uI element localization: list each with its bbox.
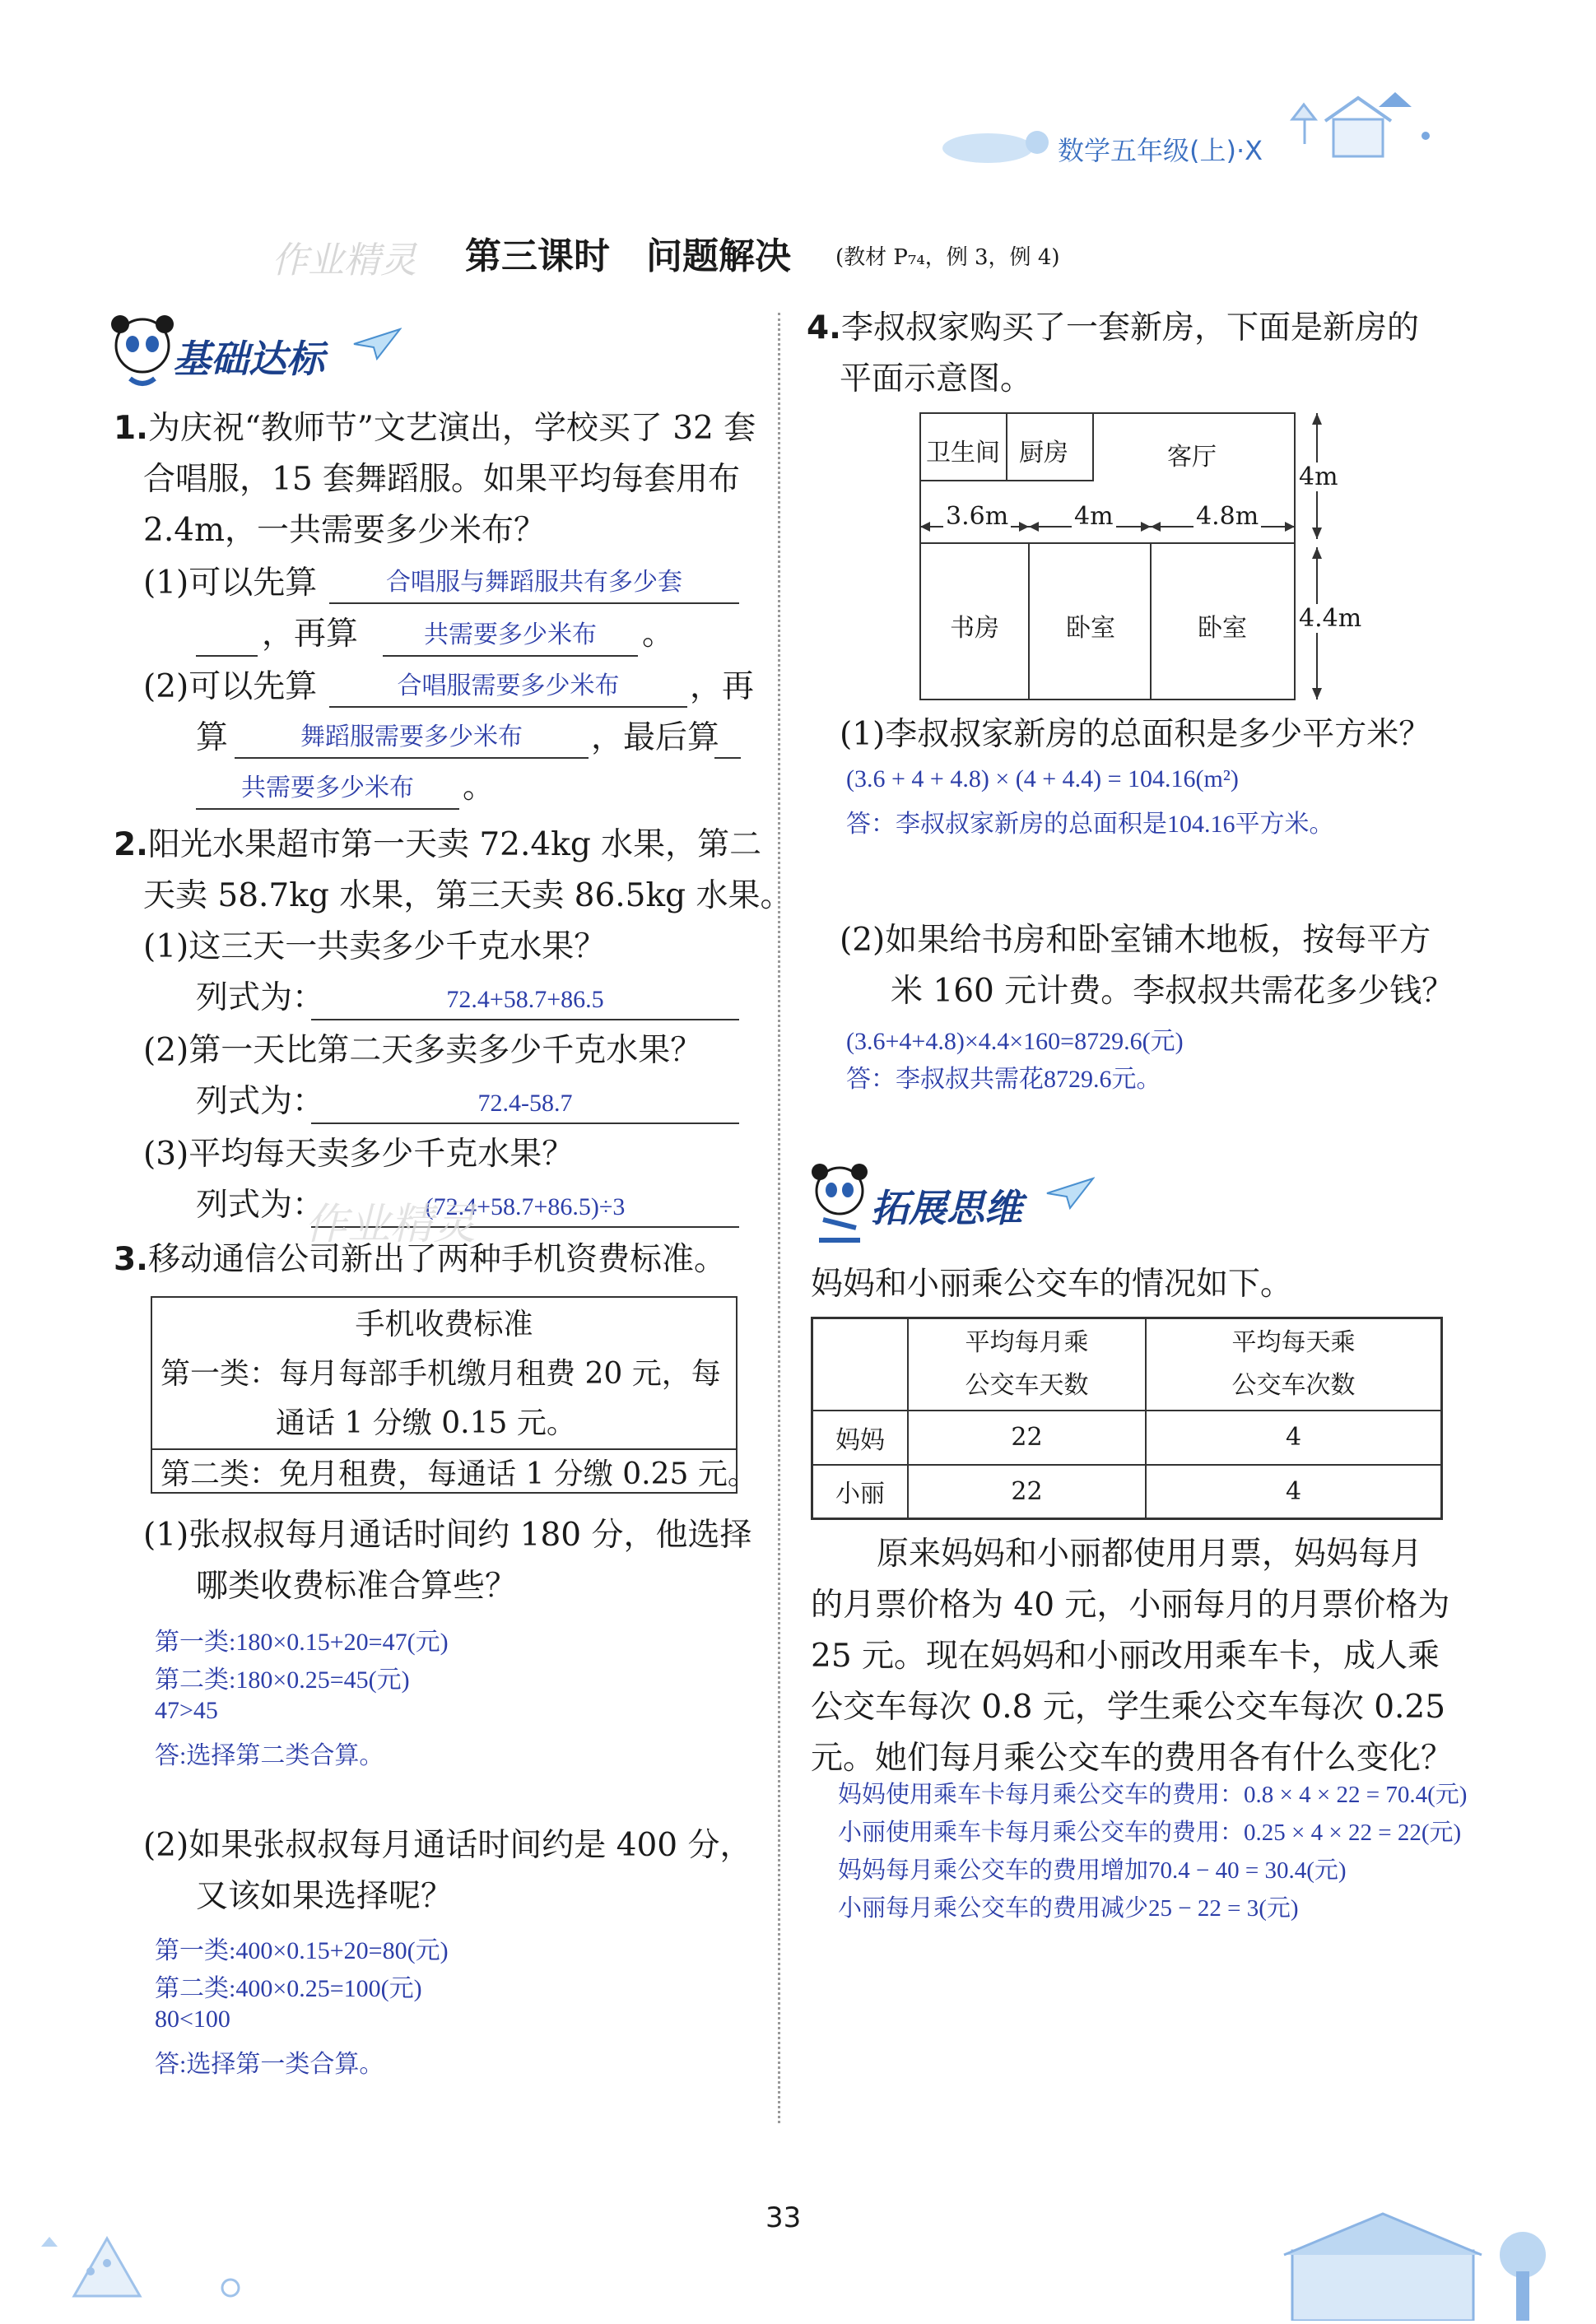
q4-answer1-formula[interactable]: (3.6 + 4 + 4.8) × (4 + 4.4) = 104.16(m²) <box>846 765 1239 792</box>
panda-skating-icon <box>807 1162 881 1248</box>
dim-width-2: 4m <box>1072 502 1116 531</box>
section-basic-title: 基础达标 <box>173 337 324 381</box>
section-extend-title: 拓展思维 <box>871 1186 1022 1230</box>
fee-row1: 第一类：每月每部手机缴月租费 20 元，每 <box>161 1357 721 1391</box>
table-row <box>812 1411 1442 1465</box>
q3-answer1-line4[interactable]: 答:选择第二类合算。 <box>155 1742 384 1769</box>
q1-stem-line2: 合唱服，15 套舞蹈服。如果平均每套用布 <box>143 461 741 498</box>
section-basic-header <box>105 313 402 391</box>
q5-para-1: 原来妈妈和小丽都使用月票，妈妈每月 <box>877 1536 1423 1573</box>
q4-answer2-formula[interactable]: (3.6+4+4.8)×4.4×160=8729.6(元) <box>846 1028 1184 1055</box>
q3-answer2-line1[interactable]: 第一类:400×0.15+20=80(元) <box>155 1937 449 1964</box>
row-name: 小丽 <box>812 1465 909 1519</box>
q4-sub2-cont: 米 160 元计费。李叔叔共需花多少钱？ <box>891 973 1454 1010</box>
q1-stem: 1.为庆祝“教师节”文艺演出，学校买了 32 套 <box>114 410 756 447</box>
q2-stem-line2: 天卖 58.7kg 水果，第三天卖 86.5kg 水果。 <box>143 877 793 914</box>
bus-table <box>811 1317 1443 1520</box>
room-bedroom-2: 卧室 <box>1198 614 1247 643</box>
q5-answer-line3[interactable]: 妈妈每月乘公交车的费用增加70.4 − 40 = 30.4(元) <box>838 1857 1347 1884</box>
q5-answer-line4[interactable]: 小丽每月乘公交车的费用减少25 − 22 = 3(元) <box>838 1895 1299 1922</box>
row-name: 妈妈 <box>812 1411 909 1465</box>
dim-width-1: 3.6m <box>943 502 1011 531</box>
paper-plane-icon <box>352 328 402 360</box>
room-study: 书房 <box>950 614 999 643</box>
q4-sub2: (2)如果给书房和卧室铺木地板，按每平方 <box>840 922 1431 959</box>
q5-intro: 妈妈和小丽乘公交车的情况如下。 <box>811 1266 1293 1303</box>
q3-sub2-cont: 又该如果选择呢？ <box>196 1878 454 1915</box>
footer-decoration-right <box>1259 2173 1572 2321</box>
q3-answer2-line2[interactable]: 第二类:400×0.25=100(元) <box>155 1975 422 2002</box>
row-times: 4 <box>1146 1411 1442 1465</box>
q2-formula-label-2: 列式为： <box>196 1083 325 1120</box>
q1-part2-mid3: ，最后算 <box>591 719 720 756</box>
fee-standard-box <box>151 1296 757 1494</box>
table-row <box>812 1465 1442 1519</box>
q3-answer2-line3[interactable]: 80<100 <box>155 2006 230 2033</box>
q2-stem: 2.阳光水果超市第一天卖 72.4kg 水果，第二 <box>114 826 762 863</box>
q2-answer2[interactable]: 72.4-58.7 <box>311 1081 739 1124</box>
q2-sub3: (3)平均每天卖多少千克水果？ <box>143 1136 575 1173</box>
q1-part1-end: 。 <box>642 616 675 653</box>
bus-table-corner <box>812 1318 909 1411</box>
q5-para-3: 25 元。现在妈妈和小丽改用乘车卡，成人乘 <box>811 1638 1440 1675</box>
q3-answer2-line4[interactable]: 答:选择第一类合算。 <box>155 2051 384 2078</box>
q2-answer3[interactable]: (72.4+58.7+86.5)÷3 <box>311 1185 739 1228</box>
bus-table-header-days: 平均每月乘 公交车天数 <box>908 1318 1146 1411</box>
q1-part1-mid: ，再算 <box>262 616 359 653</box>
q1-part2-answer2[interactable]: 舞蹈服需要多少米布 <box>235 716 589 759</box>
room-living: 客厅 <box>1167 443 1217 472</box>
q1-part2-mid2: 算 <box>196 719 229 756</box>
footer-decoration-left <box>25 2140 272 2304</box>
q1-part1-answer1-cont[interactable] <box>196 614 258 657</box>
dim-width-3: 4.8m <box>1194 502 1261 531</box>
q2-formula-label-1: 列式为： <box>196 979 325 1016</box>
book-title: 数学五年级(上)·X <box>1058 135 1263 166</box>
row-days: 22 <box>908 1411 1146 1465</box>
q1-part1-answer2[interactable]: 共需要多少米布 <box>383 614 638 657</box>
fee-row2: 第二类：免月租费，每通话 1 分缴 0.25 元。 <box>152 1448 736 1499</box>
q4-sub1: (1)李叔叔家新房的总面积是多少平方米？ <box>840 716 1431 753</box>
paper-plane-icon <box>1045 1177 1095 1210</box>
q4-answer2-text[interactable]: 答：李叔叔共需花8729.6元。 <box>846 1066 1161 1093</box>
q3-sub1-cont: 哪类收费标准合算些？ <box>196 1568 518 1605</box>
q1-stem-line3: 2.4m，一共需要多少米布？ <box>143 512 547 549</box>
q2-sub1: (1)这三天一共卖多少千克水果？ <box>143 928 607 965</box>
row-days: 22 <box>908 1465 1146 1519</box>
q1-part2-answer1[interactable]: 合唱服需要多少米布 <box>329 665 687 708</box>
lesson-title: 第三课时 问题解决 <box>465 235 791 277</box>
q5-para-2: 的月票价格为 40 元，小丽每月的月票价格为 <box>811 1587 1450 1624</box>
fee-row1-cont: 通话 1 分缴 0.15 元。 <box>276 1406 576 1440</box>
section-extend-header <box>807 1162 1103 1248</box>
q3-answer1-line1[interactable]: 第一类:180×0.15+20=47(元) <box>155 1629 449 1656</box>
title-watermark: 作业精灵 <box>272 239 416 281</box>
q1-part2-answer3[interactable]: 共需要多少米布 <box>196 767 459 810</box>
q2-sub2: (2)第一天比第二天多卖多少千克水果？ <box>143 1032 703 1069</box>
q3-sub2: (2)如果张叔叔每月通话时间约是 400 分， <box>143 1827 752 1864</box>
q5-para-5: 元。她们每月乘公交车的费用各有什么变化？ <box>811 1740 1454 1777</box>
q2-answer1[interactable]: 72.4+58.7+86.5 <box>311 978 739 1020</box>
column-divider <box>778 313 780 2123</box>
q5-answer-line2[interactable]: 小丽使用乘车卡每月乘公交车的费用：0.25 × 4 × 22 = 22(元) <box>838 1820 1462 1846</box>
dim-height-1: 4m <box>1299 462 1338 491</box>
lesson-reference: (教材 P₇₄，例 3，例 4) <box>835 245 1060 270</box>
q1-part2-answer3-start[interactable] <box>714 716 741 759</box>
q5-para-4: 公交车每次 0.8 元，学生乘公交车每次 0.25 <box>811 1689 1446 1726</box>
q1-part1-answer1[interactable]: 合唱服与舞蹈服共有多少套 <box>329 561 739 604</box>
watermark-overlay: 作业精灵 <box>305 1200 477 1249</box>
q4-answer1-text[interactable]: 答：李叔叔家新房的总面积是104.16平方米。 <box>846 811 1334 838</box>
q4-stem: 4.李叔叔家购买了一套新房，下面是新房的 <box>807 309 1419 346</box>
dim-height-2: 4.4m <box>1299 604 1362 633</box>
row-times: 4 <box>1146 1465 1442 1519</box>
q1-part2-mid1: ，再 <box>690 668 755 705</box>
bus-table-header-times: 平均每天乘 公交车次数 <box>1146 1318 1442 1411</box>
q2-formula-label-3: 列式为： <box>196 1187 325 1224</box>
q3-answer1-line2[interactable]: 第二类:180×0.25=45(元) <box>155 1666 410 1694</box>
page-number: 33 <box>765 2201 802 2234</box>
q3-answer1-line3[interactable]: 47>45 <box>155 1697 218 1724</box>
q1-part1-prefix: (1)可以先算 <box>143 565 318 602</box>
q1-part2-prefix: (2)可以先算 <box>143 668 318 705</box>
fee-table-title: 手机收费标准 <box>355 1308 533 1341</box>
q1-part2-end: 。 <box>463 769 496 806</box>
room-bathroom: 卫生间 <box>926 439 1000 467</box>
room-bedroom-1: 卧室 <box>1066 614 1115 643</box>
floor-plan <box>914 411 1362 708</box>
room-kitchen: 厨房 <box>1019 439 1068 467</box>
q3-sub1: (1)张叔叔每月通话时间约 180 分，他选择 <box>143 1517 752 1554</box>
q3-stem: 3.移动通信公司新出了两种手机资费标准。 <box>114 1241 726 1278</box>
q5-answer-line1[interactable]: 妈妈使用乘车卡每月乘公交车的费用：0.8 × 4 × 22 = 70.4(元) <box>838 1782 1468 1808</box>
q4-stem-line2: 平面示意图。 <box>840 360 1033 397</box>
